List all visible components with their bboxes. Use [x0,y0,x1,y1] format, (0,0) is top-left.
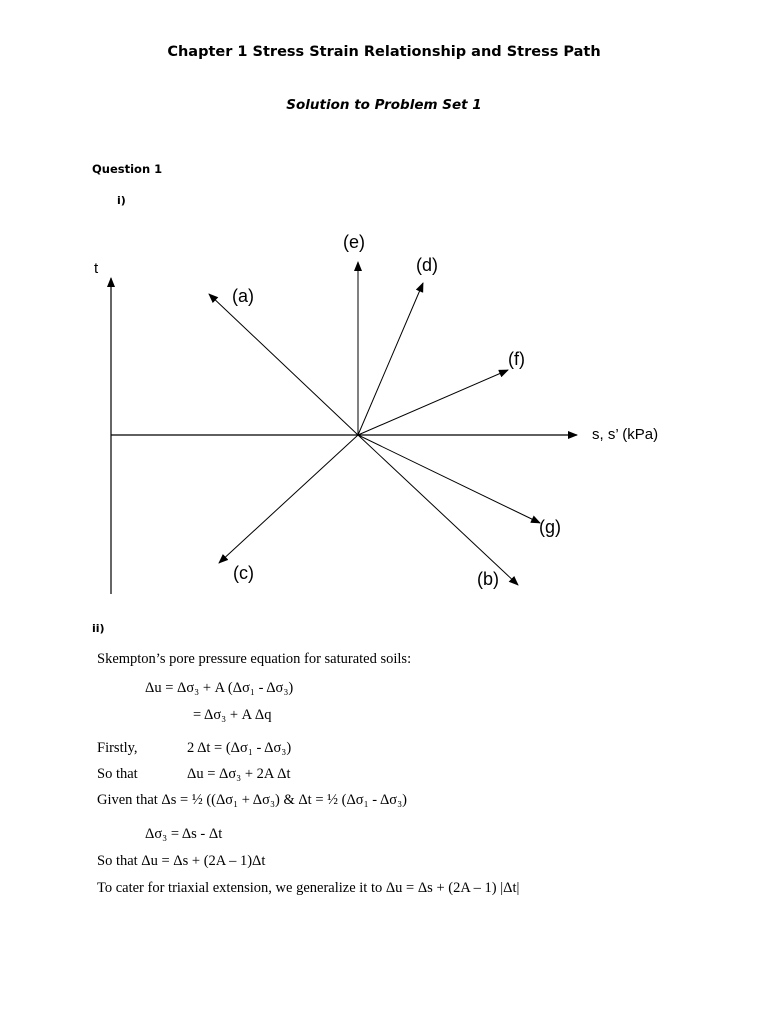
firstly-equation: 2 Δt = (Δσ₁ - Δσ₃) [187,740,292,756]
sigma3-equation: Δσ₃ = Δs - Δt [145,826,223,842]
given-that-line: Given that Δs = ½ ((Δσ₁ + Δσ₃) & Δt = ½ (Δσ₁ - Δσ₃) [97,792,407,808]
path-b-label: (b) [477,569,499,589]
path-g [358,435,540,523]
triaxial-extension-line: To cater for triaxial extension, we generalize it to Δu = Δs + (2A – 1) |Δt| [97,880,520,896]
path-a [209,294,358,435]
path-f [358,370,508,435]
chapter-title: Chapter 1 Stress Strain Relationship and Stress Path [167,44,601,60]
s-axis-label: s, s’ (kPa) [592,426,659,443]
path-a-label: (a) [232,286,254,306]
skempton-intro: Skempton’s pore pressure equation for saturated soils: [97,651,412,667]
so-that-result: So that Δu = Δs + (2A – 1)Δt [97,853,266,869]
path-d [358,283,423,435]
t-axis-label: t [94,260,99,277]
path-c-label: (c) [233,563,254,583]
part-ii-label: ii) [92,622,105,635]
equation-2: = Δσ₃ + A Δq [193,707,272,723]
path-b [358,435,518,585]
path-f-label: (f) [508,349,525,369]
firstly-label: Firstly, [97,740,138,756]
path-g-label: (g) [539,517,561,537]
path-c [219,435,358,563]
equation-1: Δu = Δσ₃ + A (Δσ₁ - Δσ₃) [145,680,294,696]
so-that-label: So that [97,766,138,782]
question-heading: Question 1 [92,162,163,176]
path-e-label: (e) [343,232,365,252]
part-i-label: i) [117,194,126,207]
solution-subtitle: Solution to Problem Set 1 [286,97,482,113]
so-that-equation: Δu = Δσ₃ + 2A Δt [187,766,291,782]
path-d-label: (d) [416,255,438,275]
